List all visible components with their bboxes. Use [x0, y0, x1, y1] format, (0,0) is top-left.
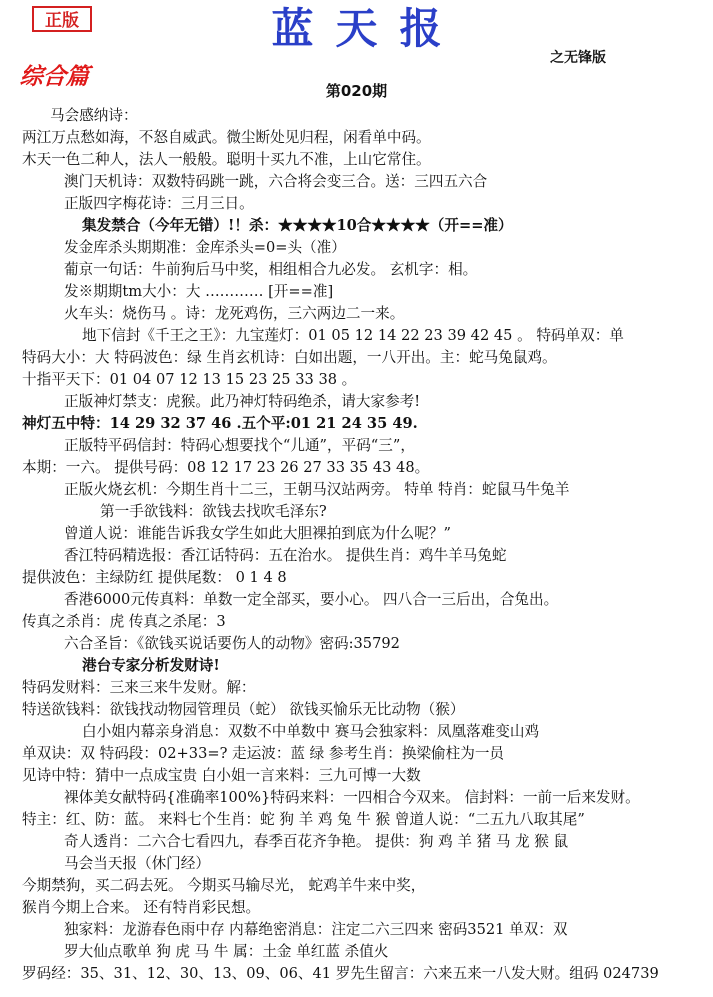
- text-line: 地下信封《千王之王》：九宝莲灯：01 05 12 14 22 23 39 42 45 。 特码单双：单: [82, 327, 624, 344]
- text-line: 罗码经：35、31、12、30、13、09、06、41 罗先生留言：六来五来一八发大财。组码 024739: [22, 965, 659, 982]
- text-line: 特码发财料：三来三来牛发财。解：: [22, 679, 256, 696]
- text-line: 马会感纳诗：: [50, 107, 138, 124]
- text-line: 神灯五中特：14 29 32 37 46 .五个平:01 21 24 35 49.: [22, 415, 418, 432]
- text-line: 特主：红、防：蓝。 来料七个生肖：蛇 狗 羊 鸡 兔 牛 猴 曾道人说：“二五九八取其尾”: [22, 811, 585, 828]
- text-line: 提供波色：主绿防红 提供尾数： 0 1 4 8: [22, 569, 287, 586]
- text-line: 今期禁狗，买二码去死。 今期买马输尽光， 蛇鸡羊牛来中奖，: [22, 877, 426, 894]
- text-line: 火车头：烧伤马 。诗：龙死鸡伤，三六两边二一来。: [64, 305, 405, 322]
- text-line: 裸体美女献特码{准确率100%}特码来料：一四相合今双来。 信封料：一前一后来发财。: [64, 789, 640, 806]
- text-line: 罗大仙点歌单 狗 虎 马 牛 属：土金 单红蓝 杀值火: [64, 943, 389, 960]
- text-line: 香港6000元传真料：单数一定全部买，要小心。 四八合一三后出，合兔出。: [64, 591, 559, 608]
- text-line: 猴肖今期上合来。 还有特肖彩民想。: [22, 899, 261, 916]
- text-line: 木天一色二种人，法人一般般。聪明十买九不准，上山它常住。: [22, 151, 431, 168]
- text-line: 发※期期tm大小：大 ………… [开==准]: [64, 283, 334, 300]
- text-line: 正版神灯禁支：虎猴。此乃神灯特码绝杀，请大家参考!: [64, 393, 421, 410]
- text-line: 港台专家分析发财诗!: [82, 657, 220, 674]
- text-line: 两江万点愁如海，不怒自威武。微尘断处见归程，闲看单中码。: [22, 129, 431, 146]
- section-title: 综合篇: [18, 64, 90, 90]
- text-line: 正版特平码信封：特码心想要找个“儿通”，平码“三”，: [64, 437, 415, 454]
- text-line: 马会当天报（休门经）: [64, 855, 210, 872]
- text-line: 正版火烧玄机：今期生肖十二三，王朝马汉站两旁。 特单 特肖：蛇鼠马牛兔羊: [64, 481, 570, 498]
- text-line: 正版四字梅花诗：三月三日。: [64, 195, 254, 212]
- text-line: 六合圣旨：《欲钱买说话要伤人的动物》密码:35792: [64, 635, 400, 652]
- text-line: 见诗中特：猜中一点成宝贵 白小姐一言来料：三九可博一大数: [22, 767, 421, 784]
- text-line: 单双诀：双 特码段：02+33=? 走运波：蓝 绿 参考生肖：换梁偷柱为一员: [22, 745, 505, 762]
- text-line: 第一手欲钱料：欲钱去找吹毛泽东?: [100, 503, 327, 520]
- text-line: 澳门天机诗：双数特码跳一跳，六合将会变三合。送：三四五六合: [64, 173, 488, 190]
- text-line: 奇人透肖：二六合七看四九，春季百花齐争艳。 提供：狗 鸡 羊 猪 马 龙 猴 鼠: [64, 833, 569, 850]
- text-line: 葡京一句话：牛前狗后马中奖，相组相合九必发。 玄机字：相。: [64, 261, 478, 278]
- text-line: 集发禁合（今年无错）!！杀：★★★★10合★★★★（开==准）: [82, 217, 513, 234]
- edition-subtitle: 之无锋版: [550, 50, 606, 66]
- text-line: 十指平天下：01 04 07 12 13 15 23 25 33 38 。: [22, 371, 357, 388]
- text-line: 发金库杀头期期准：金库杀头=0=头（准）: [64, 239, 346, 256]
- text-line: 香江特码精选报：香江话特码：五在治水。 提供生肖：鸡牛羊马兔蛇: [64, 547, 507, 564]
- text-line: 传真之杀肖：虎 传真之杀尾：3: [22, 613, 226, 630]
- text-line: 独家料：龙游春色雨中存 内幕绝密消息：注定二六三四来 密码3521 单双：双: [64, 921, 568, 938]
- text-line: 特送欲钱料：欲钱找动物园管理员（蛇） 欲钱买愉乐无比动物（猴）: [22, 701, 465, 718]
- stamp-badge: 正版: [32, 6, 92, 32]
- issue-number: 第020期: [325, 82, 388, 100]
- text-line: 本期：一六。 提供号码：08 12 17 23 26 27 33 35 43 48。: [22, 459, 430, 476]
- text-line: 曾道人说：谁能告诉我女学生如此大胆裸拍到底为什么呢？”: [64, 525, 451, 542]
- page-title: 蓝天报: [271, 4, 464, 53]
- text-line: 特码大小：大 特码波色：绿 生肖玄机诗：白如出题，一八开出。主：蛇马兔鼠鸡。: [22, 349, 557, 366]
- text-line: 白小姐内幕亲身消息：双数不中单数中 赛马会独家料：凤凰落难变山鸡: [82, 723, 540, 740]
